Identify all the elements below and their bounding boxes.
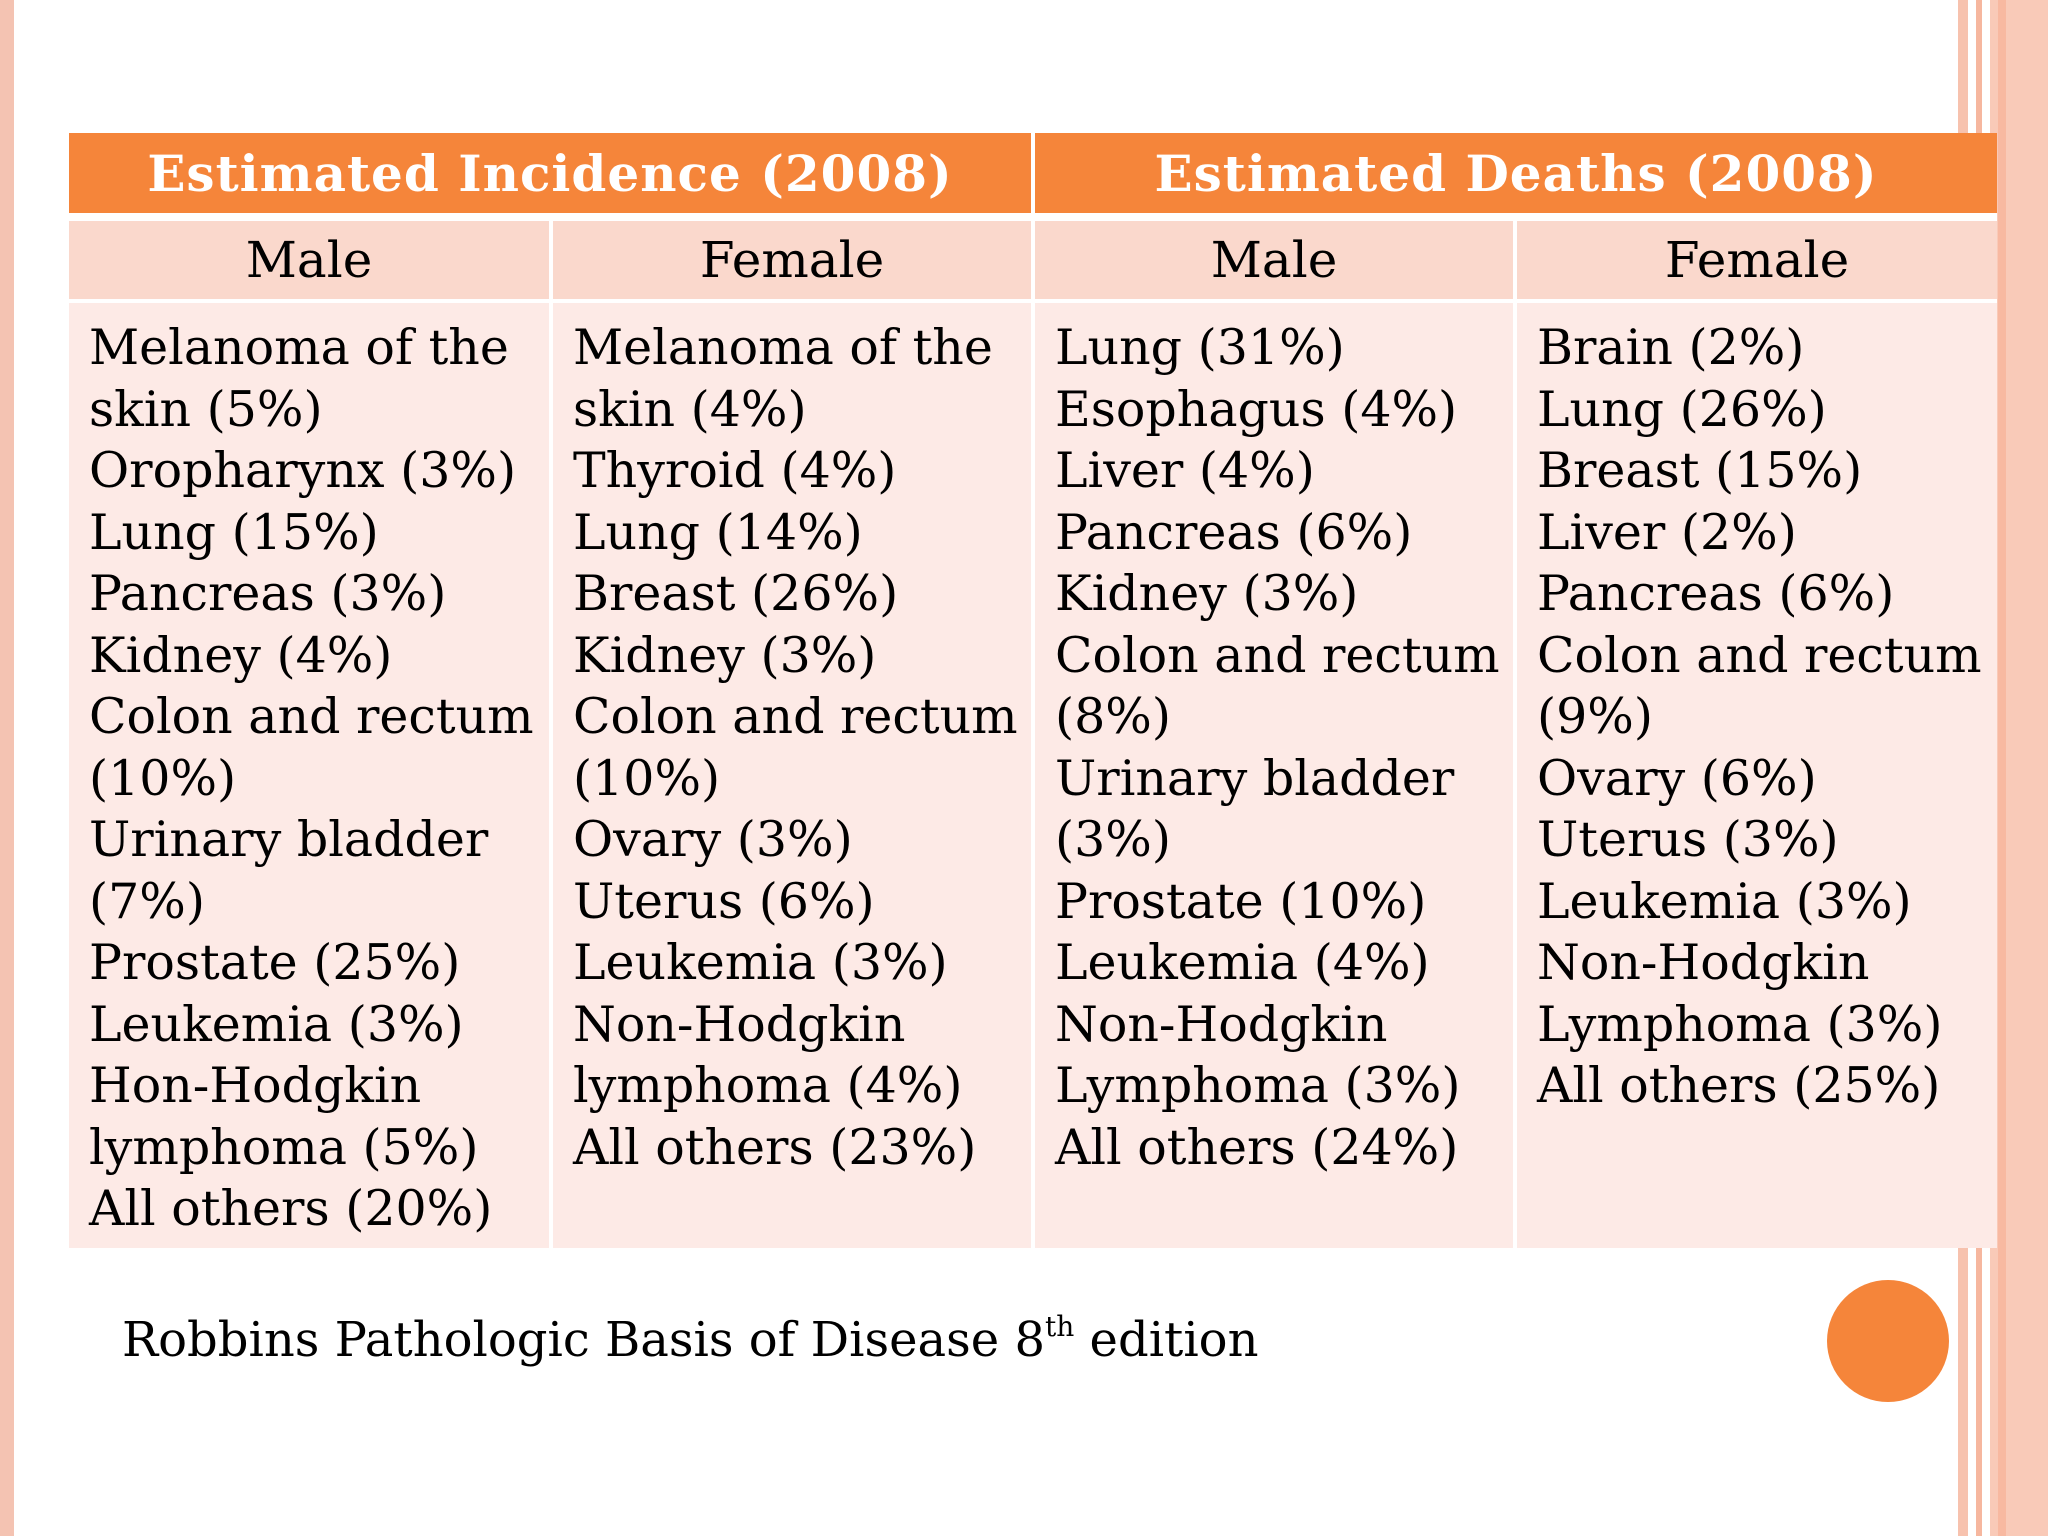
list-item: Liver (4%) [1055, 442, 1315, 499]
column-incidence-male [69, 301, 551, 1248]
list-item: Kidney (3%) [1055, 565, 1359, 622]
list-item: All others (23%) [573, 1118, 977, 1176]
list-item: Esophagus (4%) [1055, 380, 1458, 438]
list-item: All others (24%) [1055, 1118, 1459, 1176]
list-item: Melanoma of the [573, 319, 993, 376]
list-item: Breast (15%) [1537, 442, 1863, 499]
subheader-deaths-female: Female [1515, 217, 1997, 301]
list-item: Pancreas (6%) [1537, 565, 1895, 622]
list-item: (8%) [1055, 688, 1171, 745]
list-item: Leukemia (3%) [1537, 872, 1912, 930]
list-item: Ovary (6%) [1537, 749, 1817, 807]
orange-circle-decoration [1827, 1280, 1949, 1402]
list-item: Non-Hodgkin [573, 995, 906, 1053]
list-item: (3%) [1055, 811, 1171, 868]
list-item: All others (25%) [1537, 1057, 1941, 1114]
list-item: (9%) [1537, 688, 1653, 745]
list-item: Non-Hodgkin [1537, 934, 1870, 991]
list-item: (10%) [573, 749, 721, 807]
list-item: (10%) [89, 749, 237, 807]
list-item: Leukemia (3%) [573, 934, 948, 991]
list-item: Kidney (4%) [89, 626, 393, 684]
cancer-statistics-table-container [69, 133, 1997, 1248]
list-item: lymphoma (5%) [89, 1118, 479, 1176]
list-item: Melanoma of the [89, 319, 509, 376]
list-item: Prostate (10%) [1055, 872, 1427, 930]
list-item: (7%) [89, 872, 205, 930]
list-item: Breast (26%) [573, 565, 899, 622]
list-item: All others (20%) [89, 1180, 493, 1237]
list-item: Ovary (3%) [573, 811, 853, 868]
list-item: Urinary bladder [89, 811, 489, 868]
list-item: Brain (2%) [1537, 319, 1805, 376]
column-incidence-female [551, 301, 1033, 1248]
group-header-deaths: Estimated Deaths (2008) [1033, 133, 1997, 217]
list-item: Lung (15%) [89, 503, 379, 561]
list-item: Pancreas (6%) [1055, 503, 1413, 561]
list-item: Lung (26%) [1537, 380, 1827, 438]
list-item: Lymphoma (3%) [1537, 995, 1943, 1053]
group-header-incidence: Estimated Incidence (2008) [69, 133, 1033, 217]
list-item: Kidney (3%) [573, 626, 877, 684]
table-body-row [69, 301, 1997, 1248]
sub-header-row [69, 217, 1997, 301]
list-item: Colon and rectum [89, 688, 534, 745]
source-citation [122, 1310, 1259, 1368]
citation-text: Robbins Pathologic Basis of Disease 8 [122, 1312, 1045, 1368]
citation-superscript: th [1045, 1310, 1075, 1343]
list-item: Oropharynx (3%) [89, 442, 517, 499]
subheader-incidence-female: Female [551, 217, 1033, 301]
left-border-decoration [0, 0, 14, 1536]
list-item: Uterus (6%) [573, 872, 875, 930]
column-deaths-male [1033, 301, 1515, 1248]
list-item: Uterus (3%) [1537, 811, 1839, 868]
list-item: Leukemia (3%) [89, 995, 464, 1053]
list-item: Liver (2%) [1537, 503, 1797, 561]
list-item: Colon and rectum [1537, 626, 1982, 684]
list-item: Lymphoma (3%) [1055, 1057, 1461, 1114]
cancer-statistics-table [69, 133, 1997, 1248]
list-item: Colon and rectum [1055, 626, 1500, 684]
list-item: Non-Hodgkin [1055, 995, 1388, 1053]
citation-suffix: edition [1074, 1312, 1259, 1368]
list-item: Urinary bladder [1055, 749, 1455, 807]
list-item: skin (5%) [89, 380, 323, 438]
subheader-incidence-male: Male [69, 217, 551, 301]
group-header-row [69, 133, 1997, 217]
list-item: skin (4%) [573, 380, 807, 438]
list-item: Pancreas (3%) [89, 565, 447, 622]
list-item: Leukemia (4%) [1055, 934, 1430, 991]
right-stripe-4 [1998, 0, 2006, 1536]
list-item: Hon-Hodgkin [89, 1057, 422, 1114]
subheader-deaths-male: Male [1033, 217, 1515, 301]
list-item: Lung (14%) [573, 503, 863, 561]
list-item: Prostate (25%) [89, 934, 461, 991]
list-item: Colon and rectum [573, 688, 1018, 745]
list-item: Lung (31%) [1055, 319, 1345, 376]
list-item: Thyroid (4%) [573, 442, 897, 499]
list-item: lymphoma (4%) [573, 1057, 963, 1114]
column-deaths-female [1515, 301, 1997, 1248]
